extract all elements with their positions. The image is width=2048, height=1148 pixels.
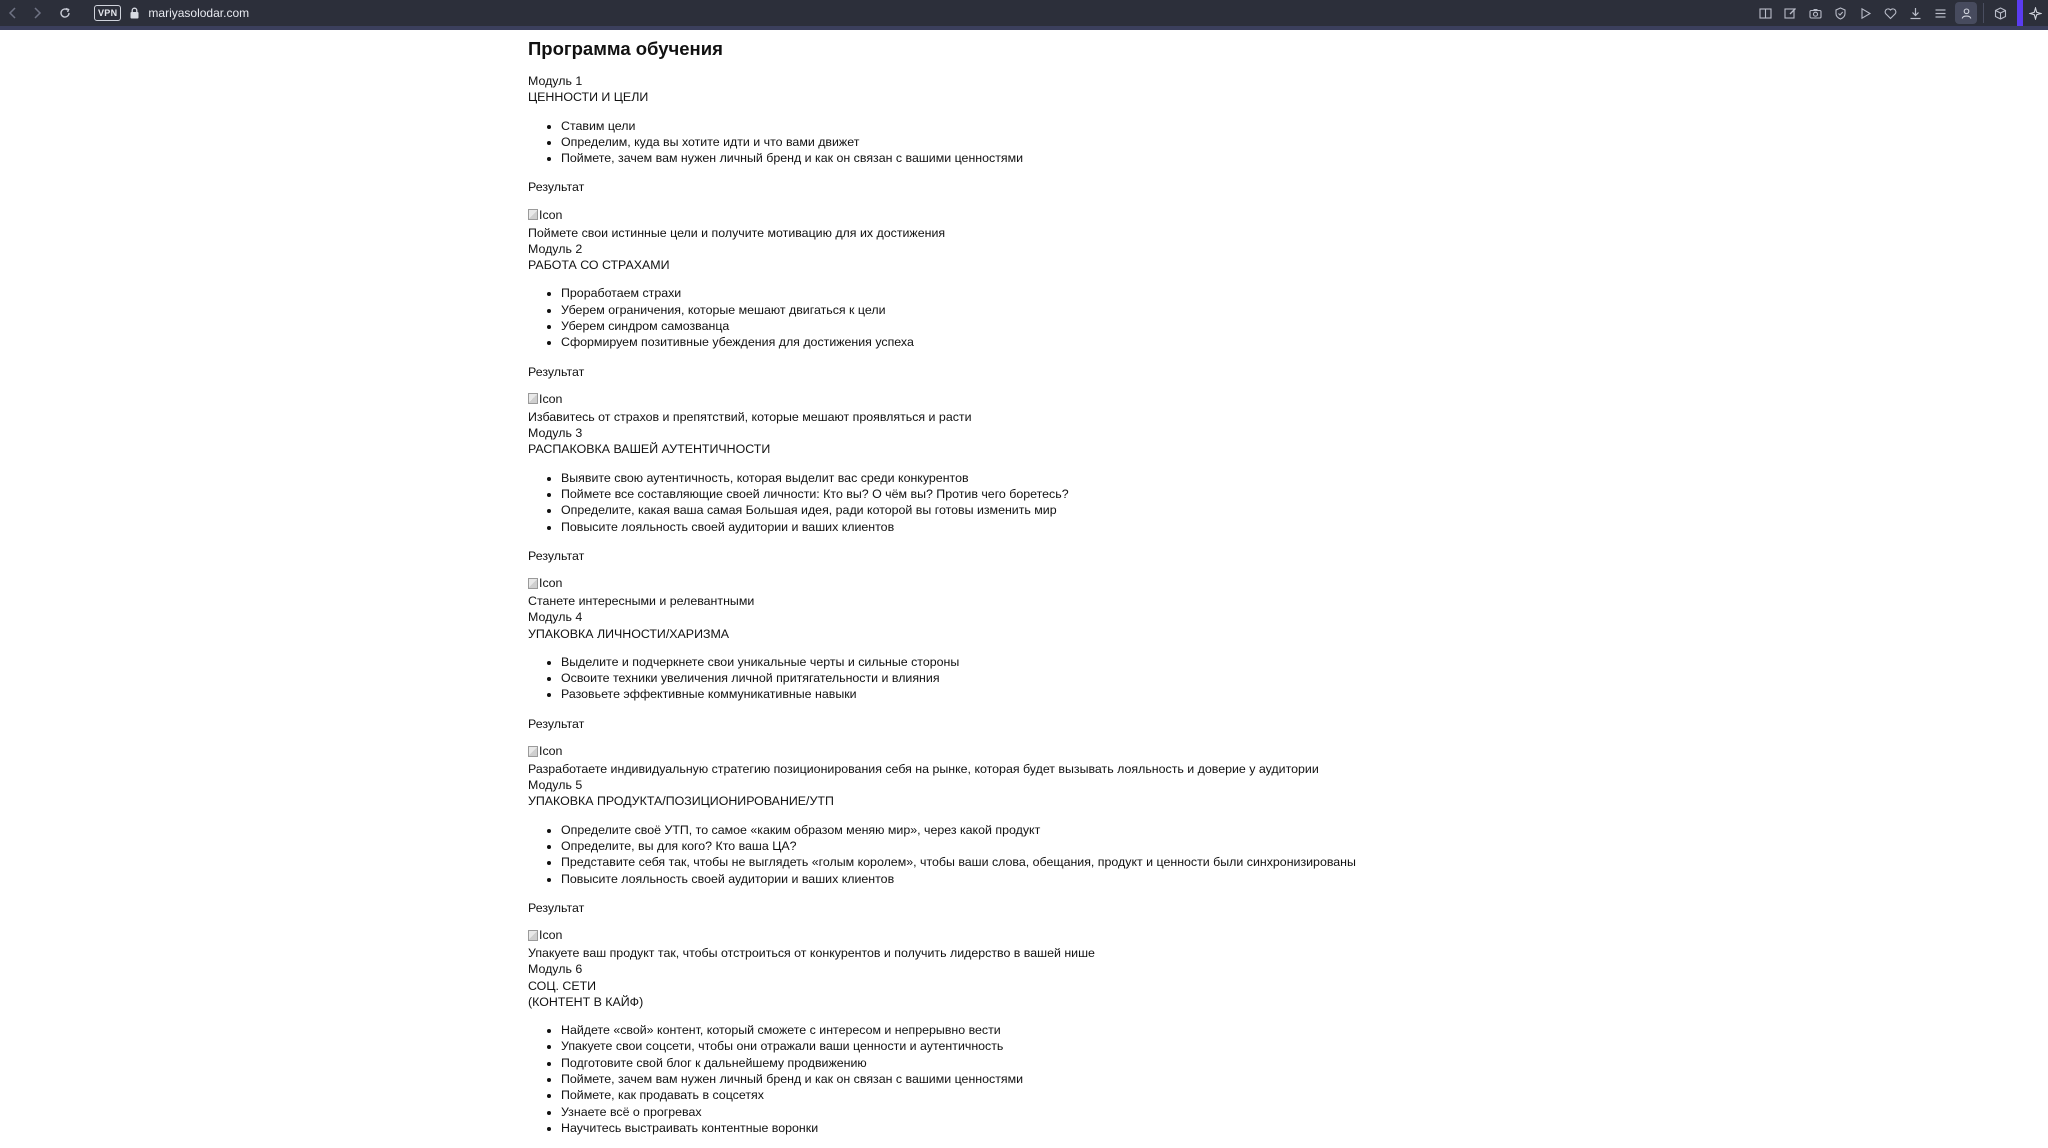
cube-icon	[1994, 7, 2007, 20]
book-icon	[1759, 7, 1772, 20]
module-6	[528, 961, 2028, 1136]
result-text: Станете интересными и релевантными	[528, 593, 755, 608]
list-item: • Разовьете эффективные коммуникативные навыки	[561, 686, 2028, 702]
reader-mode-button[interactable]	[1753, 0, 1778, 26]
result-label: Результат	[528, 716, 585, 731]
module-name: (КОНТЕНТ В КАЙФ)	[528, 994, 644, 1009]
result-label: Результат	[528, 548, 585, 563]
module-number: Модуль 2	[528, 241, 583, 256]
list-item: • Сформируем позитивные убеждения для достижения успеха	[561, 334, 2028, 350]
list-item: • Упакуете свои соцсети, чтобы они отражали ваши ценности и аутентичность	[561, 1038, 2028, 1054]
result-text: Упакуете ваш продукт так, чтобы отстроиться от конкурентов и получить лидерство в вашей нише	[528, 945, 1095, 960]
module-number: Модуль 5	[528, 778, 583, 793]
module-name: УПАКОВКА ЛИЧНОСТИ/ХАРИЗМА	[528, 626, 730, 641]
lock-icon	[129, 7, 140, 19]
module-bullets	[528, 470, 2028, 535]
list-item: • Выявите свою аутентичность, которая выделит вас среди конкурентов	[561, 470, 2028, 486]
module-number: Модуль 3	[528, 426, 583, 441]
forward-button[interactable]	[26, 2, 48, 24]
list-item: • Повысите лояльность своей аудитории и ваших клиентов	[561, 871, 2028, 887]
back-button[interactable]	[2, 2, 24, 24]
broken-image-icon	[528, 575, 562, 591]
image-alt-text: Icon	[539, 928, 563, 943]
list-item: • Найдете «свой» контент, который сможете с интересом и непрерывно вести	[561, 1022, 2028, 1038]
profile-button[interactable]	[1955, 2, 1977, 24]
toolbar-actions	[1753, 0, 2048, 26]
player-button[interactable]	[1853, 0, 1878, 26]
module-bullets	[528, 654, 2028, 703]
list-item: • Подготовите свой блог к дальнейшему продвижению	[561, 1055, 2028, 1071]
module-name: ЦЕННОСТИ И ЦЕЛИ	[528, 90, 649, 105]
pencil-icon	[1784, 7, 1797, 20]
broken-image-icon	[528, 207, 562, 223]
menu-button[interactable]	[1928, 0, 1953, 26]
favorites-button[interactable]	[1878, 0, 1903, 26]
module-name: РАБОТА СО СТРАХАМИ	[528, 258, 670, 273]
user-icon	[1960, 7, 1973, 20]
module-name: УПАКОВКА ПРОДУКТА/ПОЗИЦИОНИРОВАНИЕ/УТП	[528, 794, 834, 809]
address-bar[interactable]: mariyasolodar.com	[148, 6, 250, 20]
page-content	[528, 30, 2028, 1148]
list-item: • Поймете, как продавать в соцсетях	[561, 1087, 2028, 1103]
image-placeholder-icon	[528, 930, 538, 941]
result-text: Избавитесь от страхов и препятствий, которые мешают проявляться и расти	[528, 409, 972, 424]
list-item: • Узнаете всё о прогревах	[561, 1104, 2028, 1120]
module-number: Модуль 6	[528, 962, 583, 977]
module-3	[528, 425, 2028, 609]
list-item: • Научитесь выстраивать контентные воронки	[561, 1120, 2028, 1136]
browser-toolbar	[0, 0, 2048, 30]
module-bullets	[528, 1022, 2028, 1136]
module-bullets	[528, 822, 2028, 887]
chevron-left-icon	[7, 7, 19, 19]
shield-button[interactable]	[1828, 0, 1853, 26]
list-item: • Освоите техники увеличения личной притягательности и влияния	[561, 670, 2028, 686]
shield-icon	[1834, 7, 1847, 20]
camera-icon	[1809, 7, 1822, 20]
module-name: РАСПАКОВКА ВАШЕЙ АУТЕНТИЧНОСТИ	[528, 442, 771, 457]
result-text: Разработаете индивидуальную стратегию позиционирования себя на рынке, которая будет вызывать лояльность и доверие у аудитории	[528, 761, 1319, 776]
image-alt-text: Icon	[539, 575, 563, 590]
list-item: • Поймете все составляющие своей личности: Кто вы? О чём вы? Против чего боретесь?	[561, 486, 2028, 502]
result-text: Поймете свои истинные цели и получите мотивацию для их достижения	[528, 225, 946, 240]
chevron-right-icon	[31, 7, 43, 19]
image-alt-text: Icon	[539, 207, 563, 222]
downloads-button[interactable]	[1903, 0, 1928, 26]
list-item: • Поймете, зачем вам нужен личный бренд и как он связан с вашими ценностями	[561, 150, 2028, 166]
image-placeholder-icon	[528, 578, 538, 589]
screenshot-button[interactable]	[1803, 0, 1828, 26]
list-item: • Определите своё УТП, то самое «каким образом меняю мир», через какой продукт	[561, 822, 2028, 838]
module-name: СОЦ. СЕТИ	[528, 978, 597, 993]
list-item: • Определим, куда вы хотите идти и что вами движет	[561, 134, 2028, 150]
list-item: • Проработаем страхи	[561, 285, 2028, 301]
list-item: • Выделите и подчеркнете свои уникальные черты и сильные стороны	[561, 654, 2028, 670]
module-2	[528, 241, 2028, 425]
image-alt-text: Icon	[539, 743, 563, 758]
broken-image-icon	[528, 927, 562, 943]
list-item: • Уберем синдром самозванца	[561, 318, 2028, 334]
edit-button[interactable]	[1778, 0, 1803, 26]
module-bullets	[528, 285, 2028, 350]
list-item: • Поймете, зачем вам нужен личный бренд и как он связан с вашими ценностями	[561, 1071, 2028, 1087]
image-alt-text: Icon	[539, 391, 563, 406]
result-label: Результат	[528, 180, 585, 195]
sparkle-icon	[2029, 7, 2042, 20]
toolbar-divider	[1983, 3, 1984, 23]
module-number: Модуль 1	[528, 74, 583, 88]
image-placeholder-icon	[528, 393, 538, 404]
reload-icon	[59, 7, 71, 19]
vpn-badge[interactable]: VPN	[94, 5, 121, 21]
broken-image-icon	[528, 743, 562, 759]
reload-button[interactable]	[54, 2, 76, 24]
broken-image-icon	[528, 391, 562, 407]
module-number: Модуль 4	[528, 610, 583, 625]
module-4	[528, 609, 2028, 777]
module-bullets	[528, 118, 2028, 167]
ai-assistant-button[interactable]	[2023, 0, 2048, 26]
extensions-button[interactable]	[1988, 0, 2013, 26]
module-5	[528, 777, 2028, 961]
result-label: Результат	[528, 900, 585, 915]
heart-icon	[1884, 7, 1897, 20]
menu-icon	[1934, 7, 1947, 20]
result-label: Результат	[528, 364, 585, 379]
list-item: • Уберем ограничения, которые мешают двигаться к цели	[561, 302, 2028, 318]
play-icon	[1859, 7, 1872, 20]
page-title: Программа обучения	[528, 38, 723, 59]
list-item: • Представите себя так, чтобы не выглядеть «голым королем», чтобы ваши слова, обещания, продукт и ценности были синхронизированы	[561, 854, 2028, 870]
image-placeholder-icon	[528, 209, 538, 220]
module-1	[528, 73, 2028, 241]
image-placeholder-icon	[528, 746, 538, 757]
download-icon	[1909, 7, 1922, 20]
list-item: • Ставим цели	[561, 118, 2028, 134]
list-item: • Повысите лояльность своей аудитории и ваших клиентов	[561, 519, 2028, 535]
modules-list	[528, 73, 2028, 1136]
list-item: • Определите, вы для кого? Кто ваша ЦА?	[561, 838, 2028, 854]
list-item: • Определите, какая ваша самая Большая идея, ради которой вы готовы изменить мир	[561, 502, 2028, 518]
